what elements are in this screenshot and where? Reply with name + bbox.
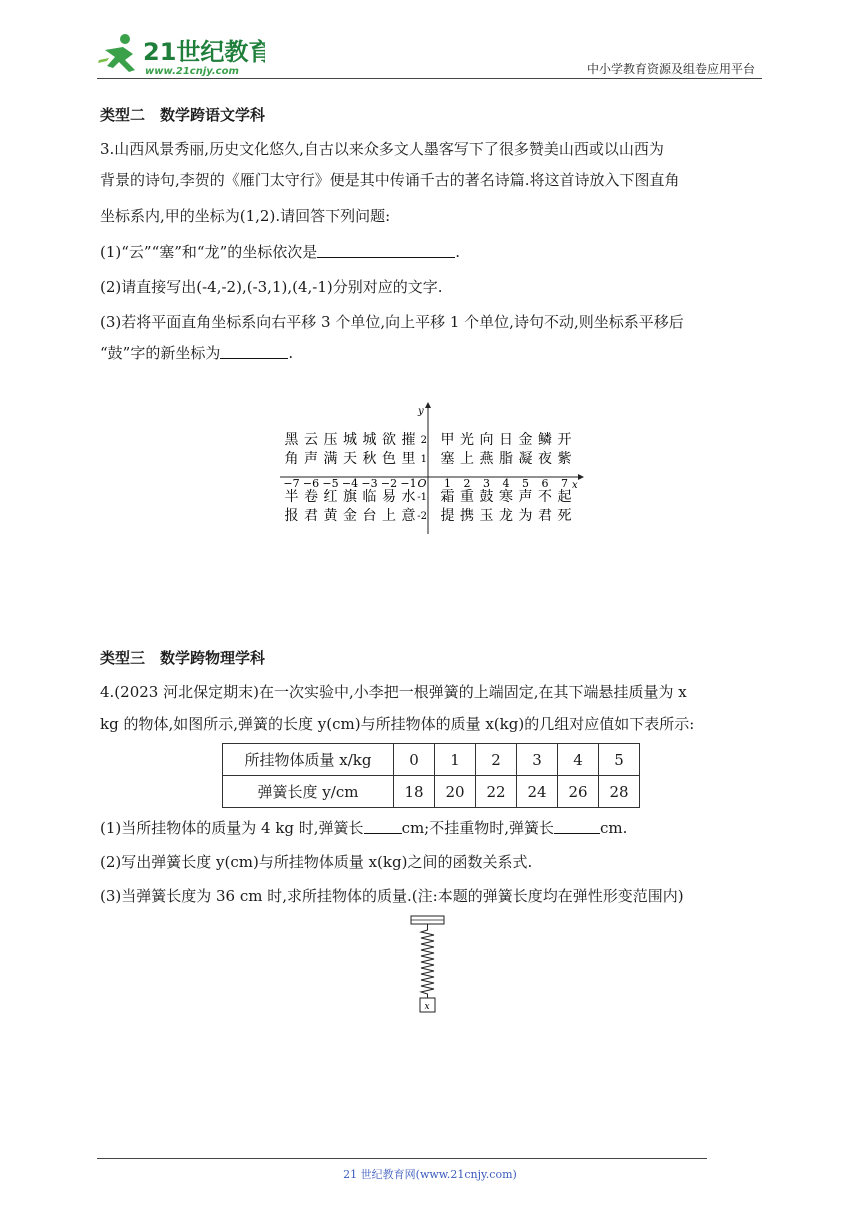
poem-character: 脂 <box>499 451 513 467</box>
poem-character: 开 <box>557 432 572 448</box>
spring-figure <box>408 914 448 1016</box>
table-cell: 26 <box>558 776 599 808</box>
table-header-length: 弹簧长度 y/cm <box>223 776 394 808</box>
table-cell: 5 <box>599 744 640 776</box>
poem-character: 塞 <box>440 451 455 467</box>
poem-character: 重 <box>460 489 474 505</box>
x-tick-label: 2 <box>463 477 471 490</box>
y-tick-label: -2 <box>417 511 427 522</box>
poem-character: 黑 <box>284 432 299 448</box>
answer-blank[interactable] <box>220 344 288 359</box>
poem-character: 携 <box>460 508 474 524</box>
poem-character: 霜 <box>440 489 455 505</box>
q4-line-1: 4.(2023 河北保定期末)在一次实验中,小李把一根弹簧的上端固定,在其下端悬挂质量为 x <box>100 683 687 701</box>
poem-character: 色 <box>382 451 396 467</box>
poem-character: 光 <box>460 432 474 448</box>
poem-character: 上 <box>382 508 396 524</box>
poem-character: 夜 <box>538 451 552 467</box>
poem-character: 不 <box>538 489 552 505</box>
x-tick-label: 7 <box>561 477 568 490</box>
section-3-title: 类型三 数学跨物理学科 <box>100 649 266 667</box>
poem-character: 半 <box>284 489 299 505</box>
poem-character: 凝 <box>518 451 533 467</box>
runner-icon <box>98 34 135 72</box>
q3-part-1: (1)“云”“塞”和“龙”的坐标依次是 . <box>100 243 461 261</box>
q4-part-3: (3)当弹簧长度为 36 cm 时,求所挂物体的质量.(注:本题的弹簧长度均在弹性形变范围内) <box>100 887 684 905</box>
x-tick-label: −1 <box>400 477 417 490</box>
weight-label: x <box>424 1002 430 1012</box>
poem-character: 上 <box>460 451 474 467</box>
x-tick-label: −6 <box>302 477 320 490</box>
poem-character: 欲 <box>382 432 396 448</box>
x-tick-label: −4 <box>341 477 359 490</box>
table-cell: 1 <box>435 744 476 776</box>
table-row <box>223 776 640 808</box>
poem-coordinate-grid <box>270 396 590 536</box>
table-cell: 22 <box>476 776 517 808</box>
logo-url: www.21cnjy.com <box>145 66 239 77</box>
q3-line-2: 背景的诗句,李贺的《雁门太守行》便是其中传诵千古的著名诗篇.将这首诗放入下图直角 <box>100 171 680 189</box>
poem-character: 声 <box>518 489 533 505</box>
footer-divider <box>97 1158 707 1159</box>
poem-character: 红 <box>323 489 338 505</box>
poem-character: 龙 <box>499 508 513 524</box>
poem-character: 城 <box>343 432 357 448</box>
poem-character: 黄 <box>323 508 338 524</box>
x-tick-label: 1 <box>444 477 451 490</box>
logo-text: 21世纪教育 <box>143 38 265 66</box>
poem-character: 易 <box>382 489 396 505</box>
poem-character: 满 <box>323 451 338 467</box>
table-cell: 18 <box>394 776 435 808</box>
table-row <box>223 744 640 776</box>
poem-character: 压 <box>323 432 338 448</box>
poem-character: 甲 <box>440 432 455 448</box>
poem-character: 起 <box>557 489 572 505</box>
q3-part-3-line-1: (3)若将平面直角坐标系向右平移 3 个单位,向上平移 1 个单位,诗句不动,则坐标系平移后 <box>100 313 684 331</box>
header-platform-text: 中小学教育资源及组卷应用平台 <box>586 62 755 76</box>
poem-character: 日 <box>499 432 513 448</box>
x-tick-label: −2 <box>380 477 398 490</box>
poem-character: 意 <box>401 508 416 524</box>
poem-character: 提 <box>440 508 455 524</box>
poem-character: 里 <box>401 451 416 467</box>
footer-text[interactable]: 21 世纪教育网(www.21cnjy.com) <box>343 1168 517 1181</box>
poem-character: 台 <box>362 508 377 524</box>
x-tick-label: 5 <box>522 477 529 490</box>
poem-character: 金 <box>343 508 357 524</box>
poem-character: 秋 <box>362 451 377 467</box>
poem-character: 为 <box>518 508 533 524</box>
q4-part-2: (2)写出弹簧长度 y(cm)与所挂物体质量 x(kg)之间的函数关系式. <box>100 853 533 871</box>
x-axis-label: x <box>572 480 578 491</box>
poem-character: 云 <box>304 432 318 448</box>
poem-character: 君 <box>538 508 552 524</box>
spring-coil <box>421 924 434 998</box>
q4-line-2: kg 的物体,如图所示,弹簧的长度 y(cm)与所挂物体的质量 x(kg)的几组对应值如下表所示: <box>100 715 695 733</box>
y-tick-label: 2 <box>420 435 427 446</box>
table-header-mass: 所挂物体质量 x/kg <box>223 744 394 776</box>
x-axis-arrow <box>578 474 584 480</box>
table-cell: 28 <box>599 776 640 808</box>
poem-character: 城 <box>362 432 377 448</box>
poem-character: 玉 <box>479 508 494 524</box>
q3-part-3-line-2: “鼓”字的新坐标为 . <box>100 344 294 362</box>
header-divider <box>97 78 762 79</box>
q3-line-3: 坐标系内,甲的坐标为(1,2).请回答下列问题: <box>100 207 391 225</box>
y-tick-label: 1 <box>420 454 427 465</box>
poem-character: 紫 <box>557 451 572 467</box>
table-cell: 24 <box>517 776 558 808</box>
q3-line-1: 3.山西风景秀丽,历史文化悠久,自古以来众多文人墨客写下了很多赞美山西或以山西为 <box>100 140 664 158</box>
answer-blank[interactable] <box>554 819 600 834</box>
y-tick-label: -1 <box>417 492 427 503</box>
poem-character: 寒 <box>499 489 513 505</box>
table-cell: 2 <box>476 744 517 776</box>
answer-blank[interactable] <box>364 819 402 834</box>
poem-character: 临 <box>362 489 377 505</box>
table-cell: 0 <box>394 744 435 776</box>
table-cell: 20 <box>435 776 476 808</box>
table-cell: 4 <box>558 744 599 776</box>
poem-character: 向 <box>479 432 494 448</box>
poem-character: 摧 <box>401 432 416 448</box>
poem-character: 水 <box>401 489 416 505</box>
x-tick-label: −5 <box>322 477 339 490</box>
x-tick-label: 3 <box>483 477 490 490</box>
q3-part-2: (2)请直接写出(-4,-2),(-3,1),(4,-1)分别对应的文字. <box>100 278 443 296</box>
poem-character: 角 <box>284 451 299 467</box>
poem-character: 卷 <box>304 489 318 505</box>
spring-data-table <box>222 743 640 808</box>
poem-character: 燕 <box>479 451 494 467</box>
q4-part-1: (1)当所挂物体的质量为 4 kg 时,弹簧长 cm;不挂重物时,弹簧长 cm. <box>100 819 628 837</box>
poem-character: 旗 <box>343 489 357 505</box>
poem-character: 声 <box>304 451 318 467</box>
poem-character: 天 <box>343 451 357 467</box>
poem-character: 死 <box>557 508 572 524</box>
origin-label: O <box>417 477 427 490</box>
x-tick-label: −7 <box>283 477 300 490</box>
answer-blank[interactable] <box>317 243 455 258</box>
poem-character: 报 <box>284 508 299 524</box>
poem-character: 鳞 <box>538 432 552 448</box>
poem-character: 君 <box>304 508 318 524</box>
y-axis-label: y <box>418 406 424 417</box>
y-axis-arrow <box>425 402 431 408</box>
x-tick-label: 6 <box>541 477 549 490</box>
spring-data-table-wrap <box>222 743 640 808</box>
x-tick-label: 4 <box>502 477 510 490</box>
table-cell: 3 <box>517 744 558 776</box>
site-logo <box>95 30 265 78</box>
poem-character: 金 <box>518 432 533 448</box>
x-tick-label: −3 <box>361 477 378 490</box>
poem-character: 鼓 <box>479 489 494 505</box>
section-2-title: 类型二 数学跨语文学科 <box>100 106 266 124</box>
